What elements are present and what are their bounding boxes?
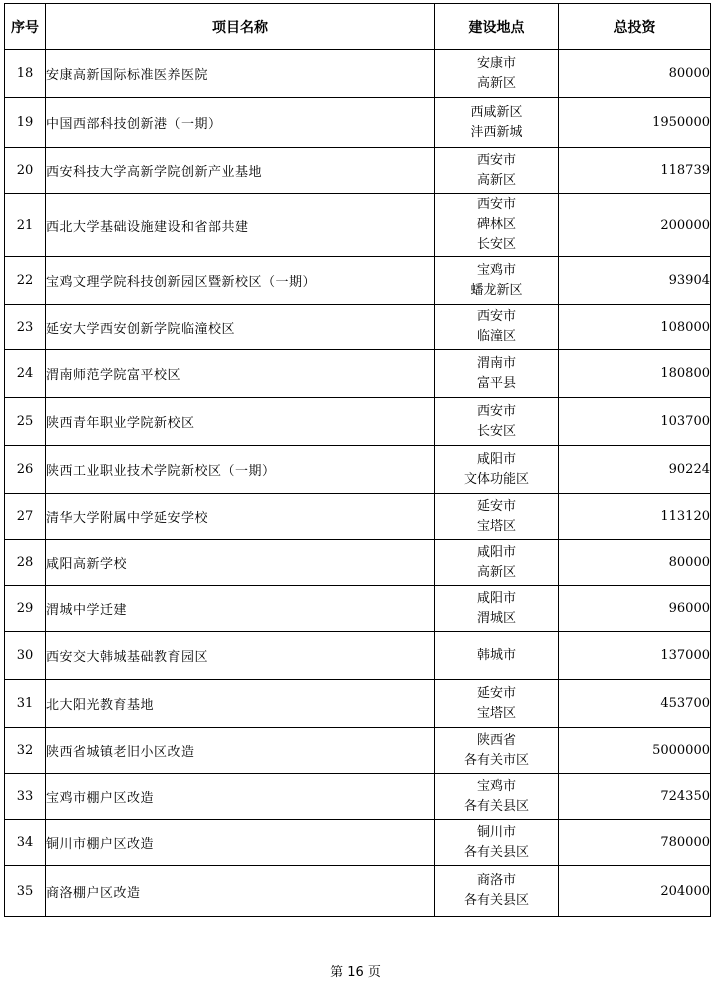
location [435, 257, 559, 305]
table-row [5, 680, 711, 728]
project-name: 西北大学基础设施建设和省部共建 [46, 194, 435, 257]
location [435, 305, 559, 350]
total-investment: 200000 [559, 194, 711, 257]
location [435, 866, 559, 917]
total-investment: 103700 [559, 398, 711, 446]
total-investment: 113120 [559, 494, 711, 540]
project-table [4, 3, 711, 917]
row-index: 30 [5, 632, 46, 680]
header-project-name: 项目名称 [46, 4, 435, 50]
location-line: 宝塔区 [476, 518, 516, 534]
project-name: 宝鸡文理学院科技创新园区暨新校区（一期） [46, 257, 435, 305]
location [435, 820, 559, 866]
project-name: 商洛棚户区改造 [46, 866, 435, 917]
project-name: 宝鸡市棚户区改造 [46, 774, 435, 820]
table-row [5, 398, 711, 446]
total-investment: 96000 [559, 586, 711, 632]
location-line: 安康市 [476, 55, 516, 71]
table-row [5, 540, 711, 586]
location-line: 富平县 [476, 375, 516, 391]
project-name: 中国西部科技创新港（一期） [46, 98, 435, 148]
location-line: 高新区 [476, 75, 516, 91]
total-investment: 118739 [559, 148, 711, 194]
row-index: 26 [5, 446, 46, 494]
project-name: 西安交大韩城基础教育园区 [46, 632, 435, 680]
row-index: 29 [5, 586, 46, 632]
location-line: 咸阳市 [476, 544, 516, 560]
location [435, 194, 559, 257]
location-line: 西安市 [476, 309, 516, 324]
location-line: 各有关县区 [463, 893, 529, 908]
project-name: 陕西省城镇老旧小区改造 [46, 728, 435, 774]
location-line: 西安市 [476, 152, 516, 168]
location-line: 渭城区 [476, 610, 516, 626]
location [435, 350, 559, 398]
location-line: 沣西新城 [470, 124, 523, 140]
location-line: 宝鸡市 [476, 778, 516, 794]
project-name: 铜川市棚户区改造 [46, 820, 435, 866]
row-index: 20 [5, 148, 46, 194]
row-index: 25 [5, 398, 46, 446]
row-index: 18 [5, 50, 46, 98]
location-line: 各有关县区 [463, 798, 529, 814]
location [435, 632, 559, 680]
project-name: 延安大学西安创新学院临潼校区 [46, 305, 435, 350]
project-name: 陕西工业职业技术学院新校区（一期） [46, 446, 435, 494]
row-index: 19 [5, 98, 46, 148]
table-row [5, 494, 711, 540]
location-line: 高新区 [476, 172, 516, 188]
location-line: 铜川市 [476, 824, 516, 840]
location-line: 长安区 [476, 237, 516, 252]
project-name: 安康高新国际标准医养医院 [46, 50, 435, 98]
row-index: 24 [5, 350, 46, 398]
location-line: 宝鸡市 [476, 262, 516, 278]
row-index: 28 [5, 540, 46, 586]
total-investment: 90224 [559, 446, 711, 494]
project-name: 渭城中学迁建 [46, 586, 435, 632]
location-line: 商洛市 [476, 873, 516, 888]
location-line: 咸阳市 [476, 590, 516, 606]
table-row [5, 257, 711, 305]
total-investment: 80000 [559, 50, 711, 98]
table-row [5, 305, 711, 350]
total-investment: 108000 [559, 305, 711, 350]
location-line: 韩城市 [476, 647, 516, 663]
total-investment: 80000 [559, 540, 711, 586]
location-line: 临潼区 [476, 329, 516, 344]
location [435, 728, 559, 774]
location [435, 540, 559, 586]
header-total-investment: 总投资 [559, 4, 711, 50]
table-row [5, 632, 711, 680]
total-investment: 204000 [559, 866, 711, 917]
table-row [5, 350, 711, 398]
table-row [5, 50, 711, 98]
table-row [5, 586, 711, 632]
row-index: 32 [5, 728, 46, 774]
location-line: 高新区 [476, 564, 516, 580]
table-row [5, 728, 711, 774]
location-line: 各有关市区 [463, 752, 529, 768]
row-index: 33 [5, 774, 46, 820]
project-name: 渭南师范学院富平校区 [46, 350, 435, 398]
total-investment: 180800 [559, 350, 711, 398]
row-index: 31 [5, 680, 46, 728]
row-index: 35 [5, 866, 46, 917]
project-name: 西安科技大学高新学院创新产业基地 [46, 148, 435, 194]
project-name: 咸阳高新学校 [46, 540, 435, 586]
location-line: 延安市 [476, 498, 516, 514]
total-investment: 93904 [559, 257, 711, 305]
header-row [5, 4, 711, 50]
header-location: 建设地点 [435, 4, 559, 50]
location-line: 碑林区 [476, 217, 516, 232]
location [435, 50, 559, 98]
location [435, 398, 559, 446]
total-investment: 1950000 [559, 98, 711, 148]
location-line: 渭南市 [476, 355, 516, 371]
location-line: 西安市 [476, 403, 516, 419]
location-line: 西安市 [476, 197, 516, 212]
total-investment: 780000 [559, 820, 711, 866]
location [435, 446, 559, 494]
location-line: 陕西省 [476, 732, 516, 748]
total-investment: 137000 [559, 632, 711, 680]
table-row [5, 774, 711, 820]
row-index: 34 [5, 820, 46, 866]
table-row [5, 446, 711, 494]
location-line: 咸阳市 [476, 451, 516, 467]
location [435, 586, 559, 632]
page-number: 第 16 页 [330, 965, 381, 980]
location [435, 148, 559, 194]
location-line: 延安市 [476, 685, 516, 701]
location-line: 长安区 [476, 423, 516, 439]
row-index: 22 [5, 257, 46, 305]
project-name: 清华大学附属中学延安学校 [46, 494, 435, 540]
location-line: 西咸新区 [470, 104, 523, 120]
table-row [5, 194, 711, 257]
location-line: 文体功能区 [463, 471, 529, 487]
row-index: 21 [5, 194, 46, 257]
total-investment: 5000000 [559, 728, 711, 774]
location [435, 680, 559, 728]
header-index: 序号 [5, 4, 46, 50]
project-name: 北大阳光教育基地 [46, 680, 435, 728]
location [435, 98, 559, 148]
location-line: 蟠龙新区 [470, 282, 523, 298]
location [435, 494, 559, 540]
table-row [5, 98, 711, 148]
row-index: 27 [5, 494, 46, 540]
row-index: 23 [5, 305, 46, 350]
table-row [5, 866, 711, 917]
location-line: 各有关县区 [463, 844, 529, 860]
table-row [5, 820, 711, 866]
total-investment: 724350 [559, 774, 711, 820]
table-row [5, 148, 711, 194]
location [435, 774, 559, 820]
total-investment: 453700 [559, 680, 711, 728]
project-name: 陕西青年职业学院新校区 [46, 398, 435, 446]
location-line: 宝塔区 [476, 705, 516, 721]
